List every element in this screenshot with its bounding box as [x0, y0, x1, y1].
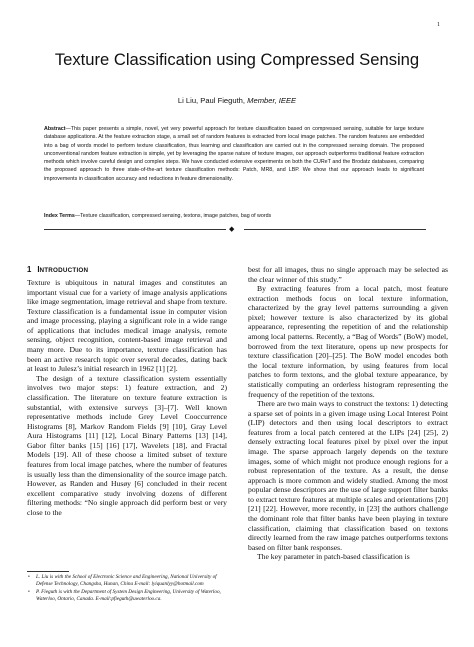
- section-heading: [27, 264, 227, 276]
- index-terms-label: Index Terms: [44, 213, 75, 219]
- paragraph: There are two main ways to construct the textons: 1) detecting a sparse set of points in a given image using Local Interest Point (LIP) detectors and then using local descriptors to extract features from a local patch centered at the LIPs [24] [25], 2) densely extracting local features pixel by pixel over the input image. The sparse approach largely depends on the texture images, some of which might not produce enough regions for a robust representation of the texture. As a result, the dense approach is more common and widely studied. Among the most popular dense descriptors are the use of large support filter banks to extract texture features at multiple scales and orientations [20] [21] [22]. However, more recently, in [23] the authors challenge the dominant role that filter banks have been playing in texture classification, claiming that classification based on textons directly learned from the raw image patches outperforms textons based on filter bank responses.: [248, 399, 448, 552]
- author-names: Li Liu, Paul Fieguth,: [177, 96, 246, 105]
- abstract-label: Abstract: [44, 126, 66, 132]
- footnote: [27, 589, 229, 603]
- separator-rule-left: [44, 229, 226, 230]
- abstract-text: —This paper presents a simple, novel, yet very powerful approach for texture classification based on compressed sensing, suitable for large texture database applications. At the feature extraction stage, a small set of random features is extracted from local image patches. The random features are embedded into a bag of words model to perform texture classification, thus learning and classification are carried out in the compressed sensing domain. The proposed unconventional random feature extraction is simple, yet by leveraging the sparse nature of texture images, our approach outperforms traditional feature extraction methods which involve careful design and complex steps. We have conducted extensive experiments on both the CUReT and the Brodatz databases, comparing the proposed approach to three state-of-the-art texture classification methods: Patch, MR8, and LBP. We show that our approach leads to significant improvements in classification accuracy and reductions in feature dimensionality.: [44, 126, 424, 182]
- section-title-rest: NTRODUCTION: [39, 267, 89, 274]
- paragraph: best for all images, thus no single approach may be selected as the clear winner of this study.”: [248, 265, 448, 284]
- author-line: [20, 96, 454, 105]
- paragraph: Texture is ubiquitous in natural images and constitutes an important visual cue for a variety of image analysis applications like image segmentation, image retrieval and shape from texture. Texture classification is a fundamental issue in computer vision and image processing, playing a significant role in a wide range of applications that includes medical image analysis, remote sensing, object recognition, content-based image retrieval and many more. Due to its importance, texture classification has been an active research topic over several decades, dating back at least to Julesz’s initial research in 1962 [1] [2].: [27, 278, 227, 374]
- footnote-text: P. Fieguth is with the Department of System Design Engineering, University of Waterloo, Waterloo, Ontario, Canada. E-mail:pfieguth@uwaterloo.ca.: [36, 589, 221, 603]
- paragraph: The key parameter in patch-based classification is: [257, 552, 410, 562]
- right-column: [248, 265, 448, 562]
- footnote-text: L. Liu is with the School of Electronic Science and Engineering, National University of Defense Technology, Changsha, Hunan, China E-mail: lyiquanlyy@hotmail.com: [36, 574, 217, 588]
- author-role: Member, IEEE: [247, 96, 297, 105]
- footnote: [27, 574, 229, 588]
- paper-title: Texture Classification using Compressed Sensing: [54, 50, 420, 69]
- separator-rule-right: [244, 229, 426, 230]
- section-title-initial: I: [37, 265, 40, 274]
- footnote-bullet: •: [28, 589, 30, 596]
- separator-diamond-icon: ◆: [229, 225, 235, 233]
- index-terms-text: —Texture classification, compressed sensing, textons, image patches, bag of words: [74, 213, 272, 219]
- footnote-bullet: •: [28, 574, 30, 580]
- paragraph: By extracting features from a local patch, most feature extraction methods focus on local texture information, characterized by the gray level patterns surrounding a given pixel; however texture is also characterized by its global appearance, representing the repetition of and the relationship among local patterns. Recently, a “Bag of Words” (BoW) model, borrowed from the text literature, opens up new prospects for texture classification [20]–[25]. The BoW model encodes both the local texture information, by using features from local patches to form textons, and the global texture appearance, by statistically computing an orderless histogram representing the frequency of the repetition of the textons.: [248, 284, 448, 399]
- page-number: 1: [437, 22, 440, 28]
- section-number: 1: [27, 265, 32, 274]
- index-terms: [44, 212, 424, 220]
- paragraph: The design of a texture classification system essentially involves two major steps: 1) feature extraction, and 2) classification. The literature on texture feature extraction is substantial, with extensive surveys [3]–[7]. Well known representative methods include Grey Level Cooccurrence Histograms [8], Markov Random Fields [9] [10], Gray Level Aura Histograms [11] [12], Local Binary Patterns [13] [14], Gabor filter banks [15] [16] [17], Wavelets [18], and Fractal Models [19]. All of these choose a limited subset of texture features from local image patches, where the number of features is usually less than the dimensionality of the source image patch. However, as Randen and Husøy [6] concluded in their recent excellent comparative study involving dozens of different filtering methods: “No single approach did perform best or very close to the: [27, 373, 227, 517]
- footnotes: [27, 574, 229, 604]
- left-column: [27, 264, 227, 517]
- footnote-rule: [27, 571, 69, 572]
- abstract: [44, 125, 424, 183]
